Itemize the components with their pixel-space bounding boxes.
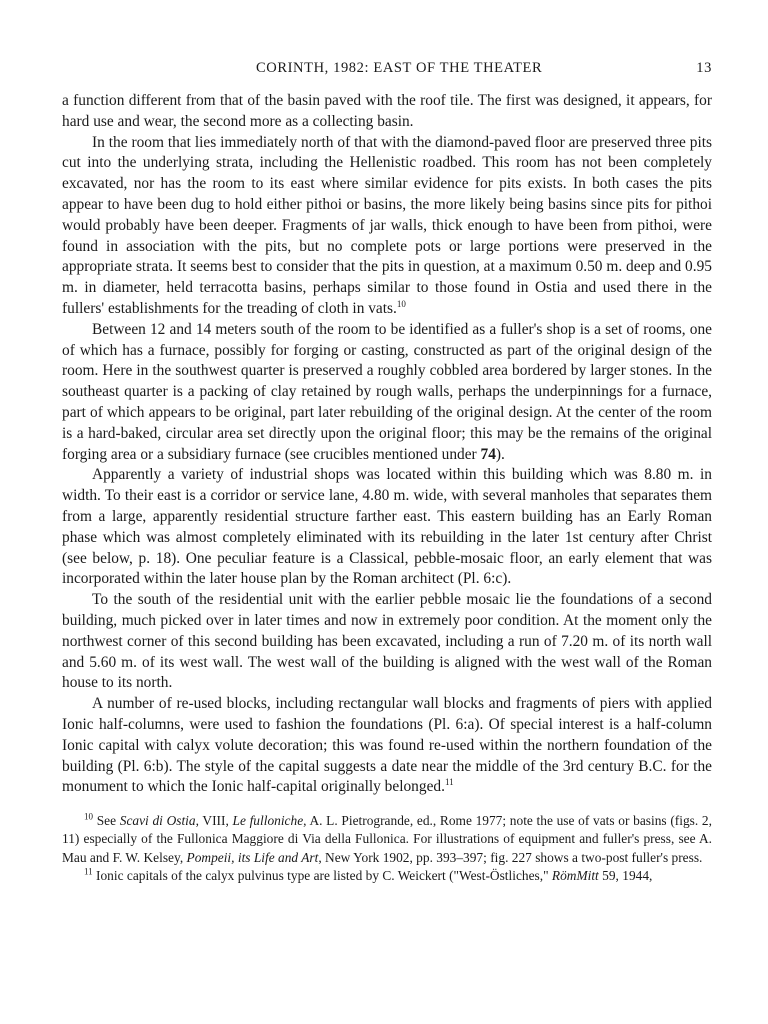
footnote-ref-10[interactable]: 10: [396, 298, 406, 309]
running-title: CORINTH, 1982: EAST OF THE THEATER: [256, 60, 543, 76]
paragraph-2: In the room that lies immediately north of that with the diamond-paved floor are preserved three pits cut into the underlying strata, including the Hellenistic roadbed. This room has not been completely excavated, nor has the room to its east where similar evidence for pits exists. In both cases the pits appear to have been dug to hold either pithoi or basins, the more likely being basins since pits for pithoi would probably have been deeper. Fragments of jar walls, thick enough to have been from pithoi, were found in association with the pits, but no complete pots or large portions were preserved in the appropriate strata. It seems best to consider that the pits in question, at a maximum 0.50 m. deep and 0.95 m. in diameter, held terracotta basins, perhaps similar to those found in Ostia and used there in the fullers' establishments for the treading of cloth in vats.$^{10}$: [62, 133, 712, 317]
paragraph-6: A number of re-used blocks, including rectangular wall blocks and fragments of piers with applied Ionic half-columns, were used to fashion the foundations (Pl. 6:a). Of special interest is a half-column Ionic capital with calyx volute decoration; this was found re-used within the northern foundation of the building (Pl. 6:b). The style of the capital suggests a date near the middle of the 3rd century B.C. for the monument to which the Ionic half-capital originally belonged.$^{11}$: [62, 695, 712, 796]
footnote-11: $^{11}$ Ionic capitals of the calyx pulvinus type are listed by C. Weickert ("West-Östliches," RömMitt 59, 1944,: [84, 866, 653, 883]
paragraph-1: a function different from that of the basin paved with the roof tile. The first was designed, it appears, for hard use and wear, the second more as a collecting basin.: [62, 92, 712, 130]
catalog-reference[interactable]: 74: [480, 445, 496, 463]
footnotes: [62, 812, 712, 885]
footnote-ref-11[interactable]: 11: [444, 777, 454, 788]
running-header: [62, 60, 712, 77]
page-number: 13: [696, 60, 712, 76]
era-label: B.C.: [638, 757, 667, 775]
paragraph-5: To the south of the residential unit with the earlier pebble mosaic lie the foundations of a second building, much picked over in later times and now in extremely poor condition. At the moment only the northwest corner of this second building has been excavated, including a run of 7.20 m. of its north wall and 5.60 m. of its west wall. The west wall of the building is aligned with the west wall of the Roman house to its north.: [62, 591, 712, 692]
body-text: [62, 91, 712, 798]
document-page: [62, 60, 712, 885]
paragraph-3: Between 12 and 14 meters south of the room to be identified as a fuller's shop is a set of rooms, one of which has a furnace, possibly for forging or casting, constructed as part of the original design of the room. Here in the southwest quarter is preserved a roughly cobbled area bordered by larger stones. In the southeast quarter is a packing of clay retained by rough walls, perhaps the underpinnings for a furnace, part of which appears to be original, part later rebuilding of the original design. At the center of the room is a hard-baked, circular area set directly upon the original floor; this may be the remains of the original forging area or a subsidiary furnace (see crucibles mentioned under 74).: [62, 320, 712, 463]
paragraph-4: Apparently a variety of industrial shops was located within this building which was 8.80 m. in width. To their east is a corridor or service lane, 4.80 m. wide, with several manholes that separates them from a large, apparently residential structure farther east. This eastern building has an Early Roman phase which was almost completely eliminated with its rebuilding in the later 1st century after Christ (see below, p. 18). One peculiar feature is a Classical, pebble-mosaic floor, an early element that was incorporated within the later house plan by the Roman architect (Pl. 6:c).: [62, 466, 712, 588]
footnote-10: $^{10}$ See Scavi di Ostia, VIII, Le fulloniche, A. L. Pietrogrande, ed., Rome 1977; note the use of vats or basins (figs. 2, 11) especially of the Fullonica Maggiore di Via della Fullonica. For illustrations of equipment and fuller's press, see A. Mau and F. W. Kelsey, Pompeii, its Life and Art, New York 1902, pp. 393–397; fig. 227 shows a two-post fuller's press.: [62, 811, 712, 865]
